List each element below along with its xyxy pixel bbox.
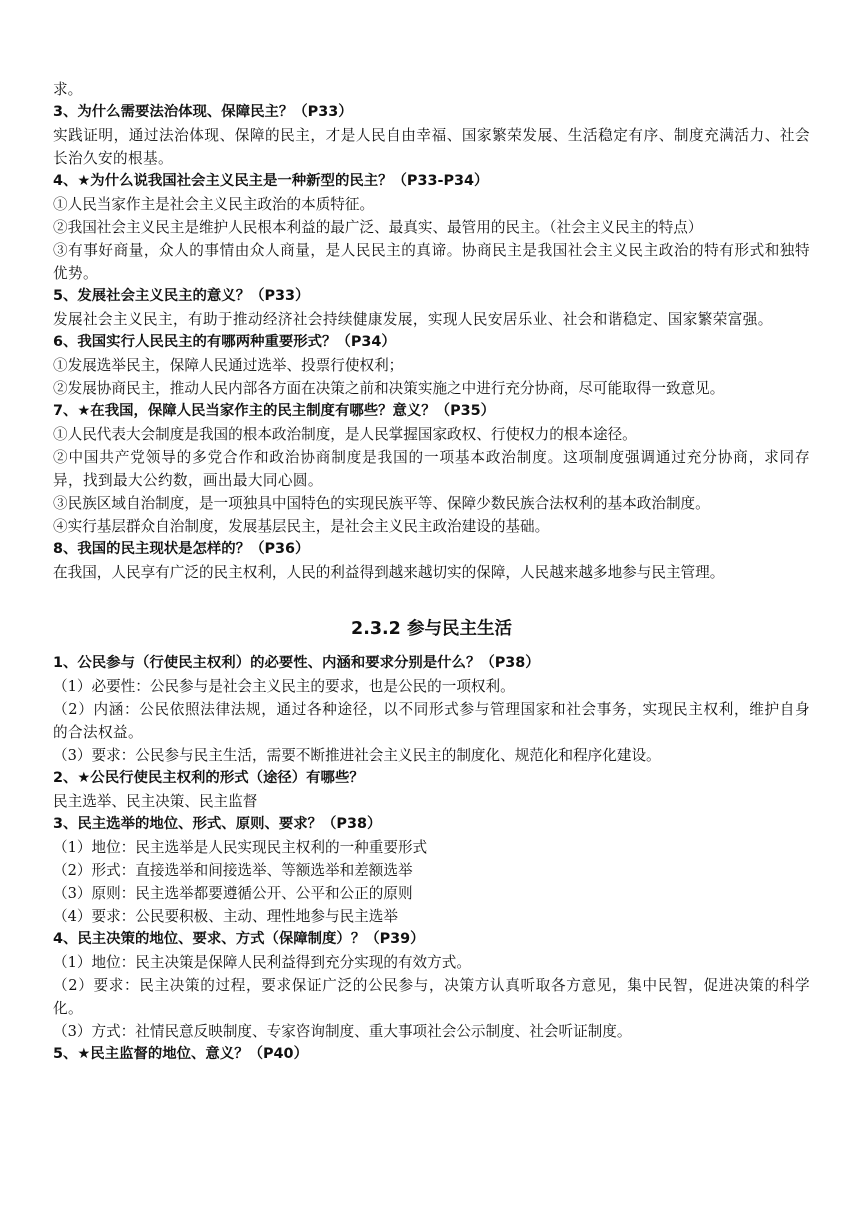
answer-text: （1）地位：民主决策是保障人民利益得到充分实现的有效方式。 <box>53 954 471 971</box>
answer-text: ①发展选举民主，保障人民通过选举、投票行使权利； <box>53 357 404 374</box>
section-civic-democracy-qa <box>53 78 810 584</box>
answer-text: 实践证明，通过法治体现、保障的民主，才是人民自由幸福、国家繁荣发展、生活稳定有序、制度充满活力、社会长治久安的根基。 <box>53 127 810 167</box>
answer-text: 求。 <box>53 81 83 98</box>
answer-text: ①人民代表大会制度是我国的根本政治制度，是人民掌握国家政权、行使权力的根本途径。 <box>53 426 637 443</box>
answer-text: （1）地位：民主选举是人民实现民主权利的一种重要形式 <box>53 839 428 856</box>
answer-text: ②中国共产党领导的多党合作和政治协商制度是我国的一项基本政治制度。这项制度强调通过充分协商，求同存异，找到最大公约数，画出最大同心圆。 <box>53 449 810 489</box>
answer-text: ③有事好商量，众人的事情由众人商量，是人民民主的真谛。协商民主是我国社会主义民主政治的特有形式和独特优势。 <box>53 242 810 282</box>
answer-text: （4）要求：公民要积极、主动、理性地参与民主选举 <box>53 908 398 925</box>
answer-text: （3）方式：社情民意反映制度、专家咨询制度、重大事项社会公示制度、社会听证制度。 <box>53 1023 632 1040</box>
question-heading: 6、我国实行人民民主的有哪两种重要形式？（P34） <box>53 334 396 350</box>
question-heading: 4、民主决策的地位、要求、方式（保障制度）？（P39） <box>53 931 425 947</box>
answer-text: （2）形式：直接选举和间接选举、等额选举和差额选举 <box>53 862 413 879</box>
answer-text: ②发展协商民主，推动人民内部各方面在决策之前和决策实施之中进行充分协商，尽可能取得一致意见。 <box>53 380 725 397</box>
question-heading: 5、发展社会主义民主的意义？（P33） <box>53 288 310 304</box>
question-heading: 7、★在我国，保障人民当家作主的民主制度有哪些？意义？（P35） <box>53 403 496 419</box>
answer-text: （2）要求：民主决策的过程，要求保证广泛的公民参与，决策方认真听取各方意见，集中民智，促进决策的科学化。 <box>53 977 810 1017</box>
answer-text: 在我国，人民享有广泛的民主权利，人民的利益得到越来越切实的保障，人民越来越多地参与民主管理。 <box>53 564 725 581</box>
answer-text: （3）原则：民主选举都要遵循公开、公平和公正的原则 <box>53 885 413 902</box>
section-title: 2.3.2 参与民主生活 <box>351 619 512 639</box>
answer-text: 发展社会主义民主，有助于推动经济社会持续健康发展，实现人民安居乐业、社会和谐稳定、国家繁荣富强。 <box>53 311 773 328</box>
question-heading: 5、★民主监督的地位、意义？（P40） <box>53 1046 308 1062</box>
question-heading: 4、★为什么说我国社会主义民主是一种新型的民主？（P33-P34） <box>53 173 489 189</box>
answer-text: ④实行基层群众自治制度，发展基层民主，是社会主义民主政治建设的基础。 <box>53 518 550 535</box>
question-heading: 1、公民参与（行使民主权利）的必要性、内涵和要求分别是什么？（P38） <box>53 655 540 671</box>
question-heading: 3、民主选举的地位、形式、原则、要求？（P38） <box>53 816 382 832</box>
answer-text: （3）要求：公民参与民主生活，需要不断推进社会主义民主的制度化、规范化和程序化建设。 <box>53 747 661 764</box>
question-heading: 2、★公民行使民主权利的形式（途径）有哪些？ <box>53 770 364 786</box>
answer-text: ①人民当家作主是社会主义民主政治的本质特征。 <box>53 196 375 213</box>
answer-text: ③民族区域自治制度，是一项独具中国特色的实现民族平等、保障少数民族合法权利的基本政治制度。 <box>53 495 710 512</box>
answer-text: （1）必要性：公民参与是社会主义民主的要求，也是公民的一项权利。 <box>53 678 515 695</box>
section-participate-democratic-life <box>53 652 810 1066</box>
answer-text: 民主选举、民主决策、民主监督 <box>53 793 258 810</box>
answer-text: ②我国社会主义民主是维护人民根本利益的最广泛、最真实、最管用的民主。（社会主义民主的特点） <box>53 219 703 236</box>
question-heading: 8、我国的民主现状是怎样的？（P36） <box>53 541 310 557</box>
question-heading: 3、为什么需要法治体现、保障民主？（P33） <box>53 104 353 120</box>
answer-text: （2）内涵：公民依照法律法规，通过各种途径，以不同形式参与管理国家和社会事务，实现民主权利，维护自身的合法权益。 <box>53 701 810 741</box>
